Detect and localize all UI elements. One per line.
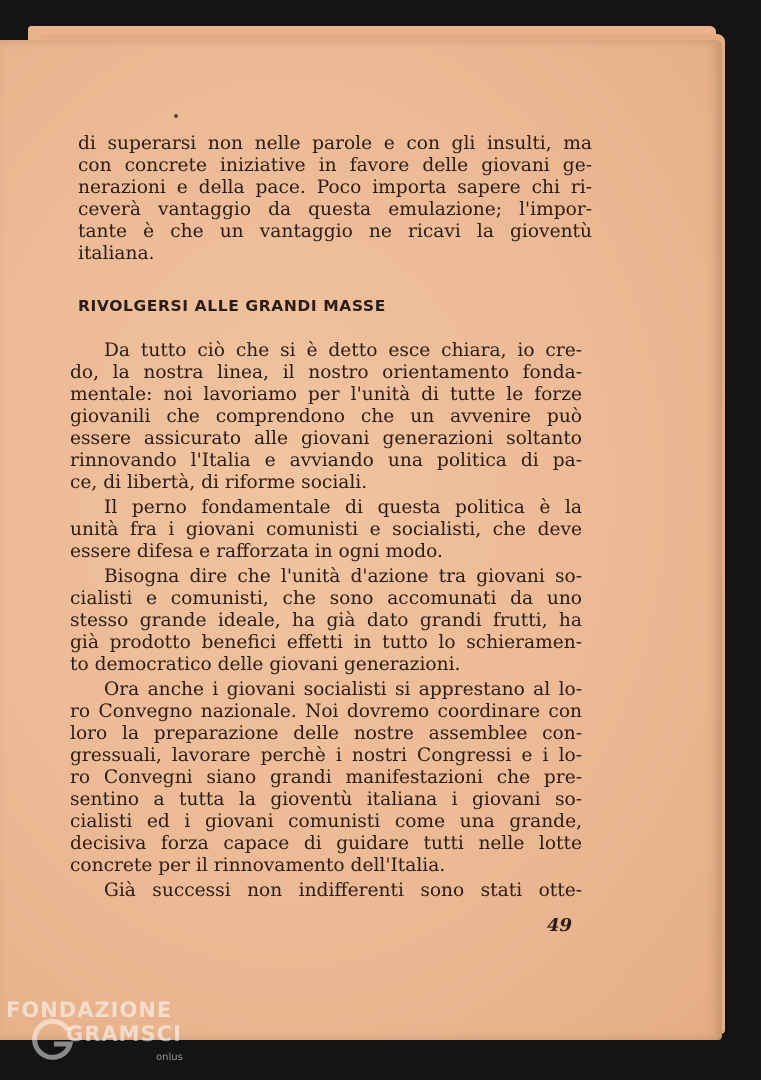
- text-line: sentino a tutta la gioventù italiana i giovani so-: [70, 789, 582, 810]
- text-line: già prodotto benefici effetti in tutto lo schieramen-: [70, 632, 582, 653]
- text-line: Già successi non indifferenti sono stati otte-: [104, 880, 582, 901]
- text-line: Il perno fondamentale di questa politica è la: [104, 497, 582, 518]
- text-line: mentale: noi lavoriamo per l'unità di tutte le forze: [70, 384, 582, 405]
- watermark-line2: GRAMSCI: [66, 1022, 182, 1046]
- text-line: giovanili che comprendono che un avvenire può: [70, 406, 582, 427]
- text-line: rinnovando l'Italia e avviando una politica di pa-: [70, 450, 582, 471]
- text-line: Ora anche i giovani socialisti si apprestano al lo-: [104, 679, 582, 700]
- text-line: nerazioni e della pace. Poco importa sapere chi ri-: [78, 177, 592, 198]
- text-line: stesso grande ideale, ha già dato grandi frutti, ha: [70, 610, 582, 631]
- archive-watermark: [6, 996, 206, 1076]
- text-line: unità fra i giovani comunisti e socialisti, che deve: [70, 519, 582, 540]
- text-line: cialisti ed i giovani comunisti come una grande,: [70, 811, 582, 832]
- text-line: to democratico delle giovani generazioni.: [70, 654, 461, 675]
- text-line: ceverà vantaggio da questa emulazione; l'impor-: [78, 199, 592, 220]
- text-line: essere assicurato alle giovani generazioni soltanto: [70, 428, 582, 449]
- opening-paragraph: [78, 133, 592, 265]
- watermark-suffix: onlus: [156, 1052, 183, 1063]
- section-heading: RIVOLGERSI ALLE GRANDI MASSE: [78, 297, 386, 315]
- text-line: cialisti e comunisti, che sono accomunati da uno: [70, 588, 582, 609]
- text-line: loro la preparazione delle nostre assemblee con-: [70, 723, 582, 744]
- text-line: ro Convegni siano grandi manifestazioni che pre-: [70, 767, 582, 788]
- text-line: Bisogna dire che l'unità d'azione tra giovani so-: [104, 566, 582, 587]
- page-number: 49: [547, 915, 573, 936]
- text-line: ce, di libertà, di riforme sociali.: [70, 472, 368, 493]
- watermark-line1: FONDAZIONE: [6, 998, 173, 1022]
- text-line: Da tutto ciò che si è detto esce chiara, io cre-: [104, 340, 582, 361]
- text-line: do, la nostra linea, il nostro orientamento fonda-: [70, 362, 582, 383]
- text-line: gressuali, lavorare perchè i nostri Congressi e i lo-: [70, 745, 582, 766]
- text-line: essere difesa e rafforzata in ogni modo.: [70, 541, 443, 562]
- text-line: decisiva forza capace di guidare tutti nelle lotte: [70, 833, 582, 854]
- text-line: di superarsi non nelle parole e con gli insulti, ma: [78, 133, 592, 154]
- text-line: concrete per il rinnovamento dell'Italia.: [70, 855, 446, 876]
- text-line: italiana.: [78, 243, 155, 264]
- text-line: tante è che un vantaggio ne ricavi la gioventù: [78, 221, 592, 242]
- section-body: [70, 340, 582, 902]
- paper-speck: [174, 114, 178, 118]
- text-line: con concrete iniziative in favore delle giovani ge-: [78, 155, 592, 176]
- text-line: ro Convegno nazionale. Noi dovremo coordinare con: [70, 701, 582, 722]
